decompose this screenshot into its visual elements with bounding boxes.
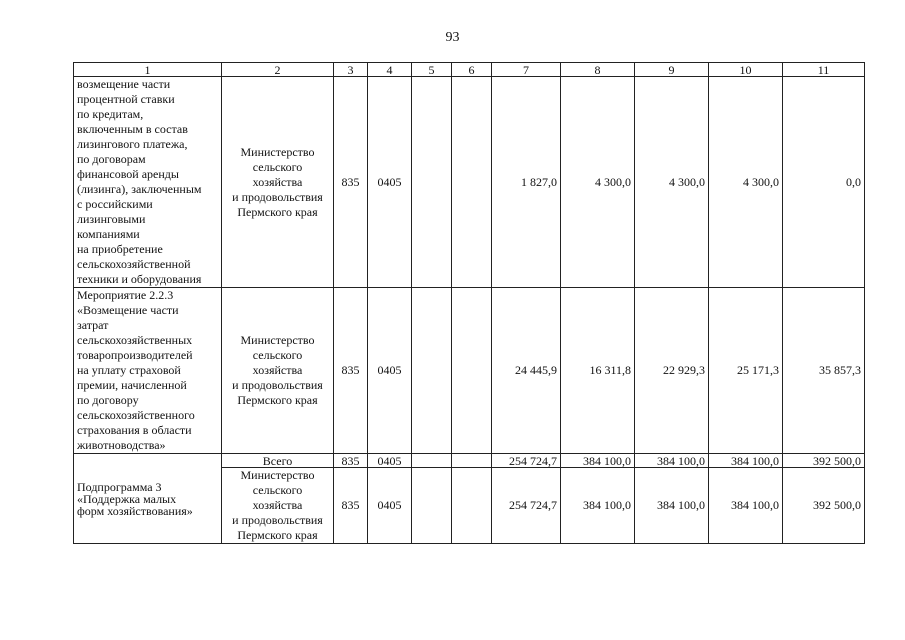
value-col-11: 392 500,0	[783, 468, 865, 544]
rzpr-cell: 0405	[368, 454, 412, 468]
header-col-7: 7	[492, 63, 561, 77]
total-label: Всего	[222, 454, 334, 468]
grbs-cell: 835	[334, 288, 368, 454]
csr-cell	[412, 468, 452, 544]
executor-cell	[222, 288, 334, 454]
executor: Министерство сельского хозяйства и продовольствия Пермского края	[232, 468, 323, 542]
csr-cell	[412, 454, 452, 468]
value-col-10: 384 100,0	[709, 468, 783, 544]
table-row-total	[74, 454, 865, 468]
csr-cell	[412, 77, 452, 288]
grbs-cell: 835	[334, 77, 368, 288]
value-col-10: 384 100,0	[709, 454, 783, 468]
header-col-3: 3	[334, 63, 368, 77]
value-col-9: 384 100,0	[635, 454, 709, 468]
value-col-11: 35 857,3	[783, 288, 865, 454]
value-col-7: 1 827,0	[492, 77, 561, 288]
rzpr-cell: 0405	[368, 288, 412, 454]
subprogram-name-cell	[74, 454, 222, 544]
page-number: 93	[445, 30, 460, 45]
executor: Министерство сельского хозяйства и продовольствия Пермского края	[232, 144, 323, 219]
value-col-8: 4 300,0	[561, 77, 635, 288]
value-col-7: 254 724,7	[492, 454, 561, 468]
executor-cell	[222, 468, 334, 544]
grbs-cell: 835	[334, 468, 368, 544]
header-col-8: 8	[561, 63, 635, 77]
subprogram-name: Подпрограмма 3 «Поддержка малых форм хозяйствования»	[77, 479, 193, 518]
value-col-10: 25 171,3	[709, 288, 783, 454]
grbs-cell: 835	[334, 454, 368, 468]
value-col-9: 4 300,0	[635, 77, 709, 288]
value-col-8: 16 311,8	[561, 288, 635, 454]
header-col-10: 10	[709, 63, 783, 77]
rzpr-cell: 0405	[368, 77, 412, 288]
value-col-8: 384 100,0	[561, 454, 635, 468]
value-col-9: 22 929,3	[635, 288, 709, 454]
vr-cell	[452, 288, 492, 454]
budget-table	[73, 62, 865, 544]
header-col-2: 2	[222, 63, 334, 77]
header-col-6: 6	[452, 63, 492, 77]
row-name: возмещение части процентной ставки по кредитам, включенным в состав лизингового платежа, по договорам финансовой аренды (лизинга), заключенным с российскими лизинговыми компаниями на приобретение сельскохозяйственной техники и оборудования	[77, 77, 202, 286]
value-col-9: 384 100,0	[635, 468, 709, 544]
table-row	[74, 77, 865, 288]
header-col-11: 11	[783, 63, 865, 77]
value-col-7: 24 445,9	[492, 288, 561, 454]
table-row	[74, 288, 865, 454]
value-col-7: 254 724,7	[492, 468, 561, 544]
row-name-cell	[74, 77, 222, 288]
value-col-10: 4 300,0	[709, 77, 783, 288]
value-col-11: 392 500,0	[783, 454, 865, 468]
value-col-8: 384 100,0	[561, 468, 635, 544]
header-row	[74, 63, 865, 77]
header-col-4: 4	[368, 63, 412, 77]
header-col-1: 1	[74, 63, 222, 77]
executor-cell	[222, 77, 334, 288]
value-col-11: 0,0	[783, 77, 865, 288]
vr-cell	[452, 468, 492, 544]
header-col-5: 5	[412, 63, 452, 77]
row-name: Мероприятие 2.2.3 «Возмещение части затрат сельскохозяйственных товаропроизводителей на уплату страховой премии, начисленной по договору сельскохозяйственного страхования в области животноводства»	[77, 288, 195, 452]
executor: Министерство сельского хозяйства и продовольствия Пермского края	[232, 333, 323, 407]
row-name-cell	[74, 288, 222, 454]
csr-cell	[412, 288, 452, 454]
header-col-9: 9	[635, 63, 709, 77]
rzpr-cell: 0405	[368, 468, 412, 544]
vr-cell	[452, 454, 492, 468]
vr-cell	[452, 77, 492, 288]
